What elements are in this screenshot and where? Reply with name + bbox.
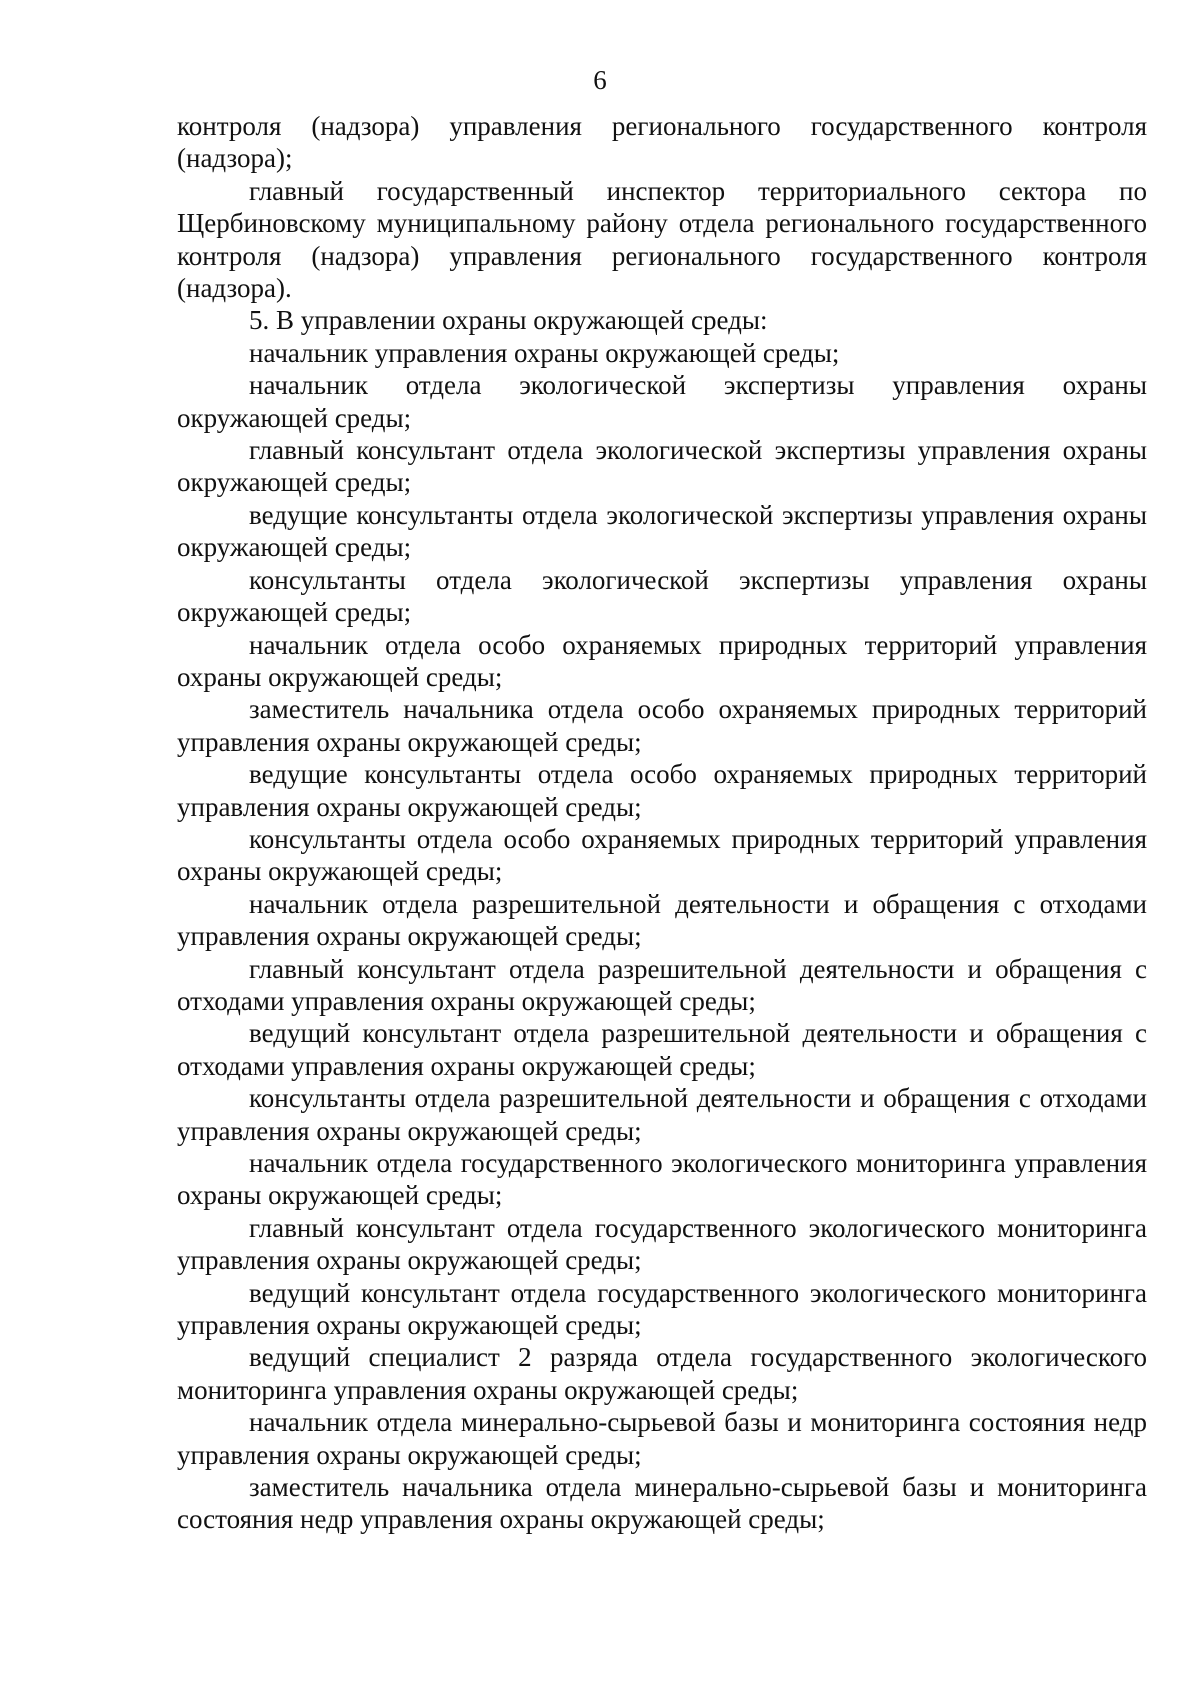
paragraph: консультанты отдела экологической экспертизы управления охраны окружающей среды;: [177, 564, 1147, 628]
paragraph: начальник отдела особо охраняемых природных территорий управления охраны окружающей среды;: [177, 629, 1147, 692]
paragraph: заместитель начальника отдела минерально-сырьевой базы и мониторинга состояния недр управления охраны окружающей среды;: [177, 1472, 1147, 1535]
paragraph: начальник отдела государственного экологического мониторинга управления охраны окружающей среды;: [177, 1148, 1147, 1211]
paragraph: ведущие консультанты отдела экологической экспертизы управления охраны окружающей среды;: [177, 499, 1147, 563]
paragraph: консультанты отдела разрешительной деятельности и обращения с отходами управления охраны окружающей среды;: [177, 1083, 1147, 1146]
paragraph: главный консультант отдела разрешительной деятельности и обращения с отходами управления охраны окружающей среды;: [177, 953, 1147, 1016]
paragraph: начальник управления охраны окружающей среды;: [249, 337, 840, 368]
paragraph: главный консультант отдела экологической экспертизы управления охраны окружающей среды;: [177, 435, 1147, 498]
paragraph-continuation: контроля (надзора) управления регионального государственного контроля (надзора);: [177, 111, 1147, 174]
paragraph: заместитель начальника отдела особо охраняемых природных территорий управления охраны окружающей среды;: [177, 694, 1147, 757]
section-heading-5: 5. В управлении охраны окружающей среды:: [249, 305, 768, 336]
document-body: [177, 110, 1147, 1536]
page-number: 6: [593, 65, 607, 95]
paragraph: ведущий консультант отдела разрешительной деятельности и обращения с отходами управления охраны окружающей среды;: [177, 1018, 1147, 1081]
paragraph: начальник отдела минерально-сырьевой базы и мониторинга состояния недр управления охраны окружающей среды;: [177, 1407, 1147, 1470]
paragraph: главный государственный инспектор территориального сектора по Щербиновскому муниципальному району отдела регионального государственного контроля (надзора) управления регионального государственного контроля (надзора).: [177, 175, 1147, 304]
paragraph: главный консультант отдела государственного экологического мониторинга управления охраны окружающей среды;: [177, 1212, 1147, 1276]
paragraph: начальник отдела разрешительной деятельности и обращения с отходами управления охраны окружающей среды;: [177, 888, 1147, 952]
paragraph: ведущий консультант отдела государственного экологического мониторинга управления охраны окружающей среды;: [177, 1277, 1147, 1341]
paragraph: ведущие консультанты отдела особо охраняемых природных территорий управления охраны окружающей среды;: [177, 759, 1147, 822]
paragraph: консультанты отдела особо охраняемых природных территорий управления охраны окружающей среды;: [177, 823, 1147, 887]
paragraph: начальник отдела экологической экспертизы управления охраны окружающей среды;: [177, 370, 1147, 433]
paragraph: ведущий специалист 2 разряда отдела государственного экологического мониторинга управления охраны окружающей среды;: [177, 1342, 1147, 1405]
